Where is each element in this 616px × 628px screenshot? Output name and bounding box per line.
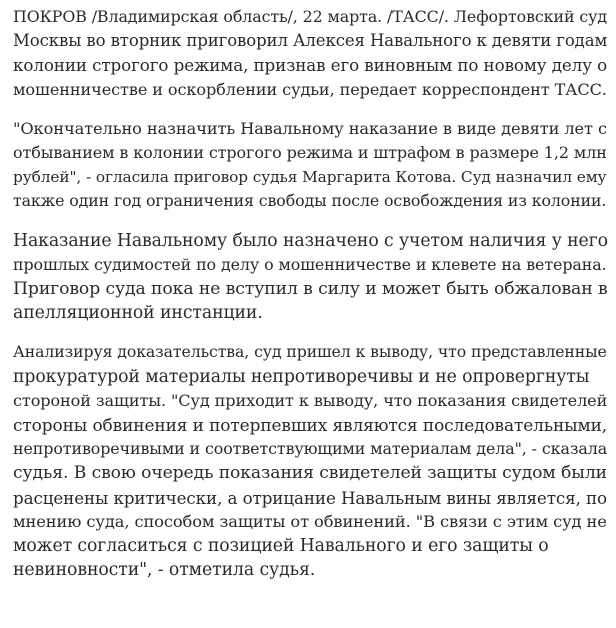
paragraph-line: стороной защиты. "Суд приходит к выводу, что показания свидетелей xyxy=(13,390,608,410)
paragraph-line: невиновности", - отметила судья. xyxy=(13,560,316,581)
paragraph-line: Наказание Навальному было назначено с учетом наличия у него xyxy=(13,230,608,251)
paragraph-line: Приговор суда пока не вступил в силу и может быть обжалован в xyxy=(13,279,608,300)
paragraph-line: расценены критически, а отрицание Навальным вины является, по xyxy=(13,487,608,508)
paragraph-line: мнению суда, способом защиты от обвинений. "В связи с этим суд не xyxy=(13,511,607,531)
paragraph-line: непротиворечивыми и соответствующими материалам дела", - сказала xyxy=(13,439,608,459)
paragraph-line: прошлых судимостей по делу о мошенничестве и клевете на ветерана. xyxy=(13,254,607,274)
paragraph-line: ПОКРОВ /Владимирская область/, 22 марта. /ТАСС/. Лефортовский суд xyxy=(13,7,607,26)
paragraph-line: "Окончательно назначить Навальному наказание в виде девяти лет с xyxy=(13,118,607,138)
paragraph-line: судья. В свою очередь показания свидетелей защиты судом были xyxy=(13,463,607,484)
paragraph-line: прокуратурой материалы непротиворечивы и не опровергнуты xyxy=(13,366,590,387)
paragraph-line: рублей", - огласила приговор судья Маргарита Котова. Суд назначил ему xyxy=(13,168,607,187)
paragraph-line: Анализируя доказательства, суд пришел к выводу, что представленные xyxy=(13,342,607,362)
paragraph-line: апелляционной инстанции. xyxy=(13,303,263,324)
article-paragraph-4 xyxy=(13,340,607,582)
paragraph-line: стороны обвинения и потерпевших являются последовательными, xyxy=(13,415,608,436)
article-paragraph-3 xyxy=(13,229,607,326)
article-paragraph-1 xyxy=(13,5,607,102)
paragraph-line: отбыванием в колонии строгого режима и штрафом в размере 1,2 млн xyxy=(13,143,607,163)
paragraph-line: может согласиться с позицией Навального и его защиты о xyxy=(13,536,549,557)
paragraph-line: Москвы во вторник приговорил Алексея Навального к девяти годам xyxy=(13,31,608,51)
paragraph-line: также один год ограничения свободы после освобождения из колонии. xyxy=(13,191,607,211)
paragraph-line: мошенничестве и оскорблении судьи, передает корреспондент ТАСС. xyxy=(13,79,607,99)
article-paragraph-2 xyxy=(13,117,607,214)
paragraph-line: колонии строгого режима, признав его виновным по новому делу о xyxy=(13,55,608,76)
